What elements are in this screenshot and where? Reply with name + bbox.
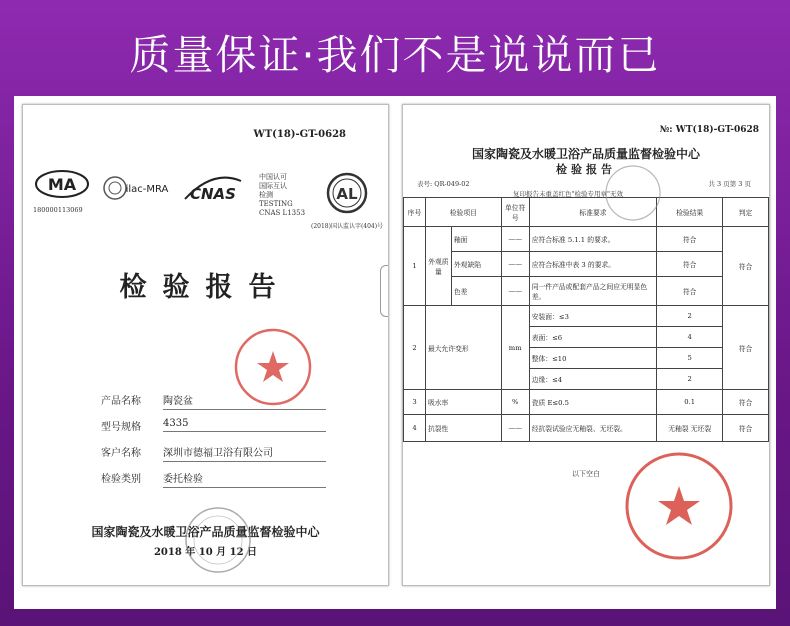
item-unit: mm bbox=[501, 306, 529, 390]
item-requirement: 瓷质 E≤0.5 bbox=[529, 390, 657, 415]
table-row bbox=[404, 415, 769, 442]
item-unit: —— bbox=[501, 227, 529, 252]
field-value: 委托检验 bbox=[163, 470, 326, 488]
field-label: 检验类别 bbox=[101, 474, 141, 485]
accreditation-text bbox=[259, 173, 305, 218]
item-result: 0.1 bbox=[657, 390, 723, 415]
row-number: 2 bbox=[404, 306, 426, 390]
cnas-logo-text: CNAS bbox=[190, 185, 236, 203]
company-seal-icon bbox=[233, 327, 313, 407]
item-requirement: 边缘：≤4 bbox=[529, 369, 657, 390]
report-date: 2018 年 10 月 12 日 bbox=[153, 547, 258, 558]
table-row bbox=[404, 227, 769, 252]
row-group: 外观质量 bbox=[425, 227, 451, 306]
row-number: 4 bbox=[404, 415, 426, 442]
field-label: 客户名称 bbox=[101, 448, 141, 459]
cert-line: 检测 bbox=[259, 191, 273, 199]
item-requirement: 应符合标准 5.1.1 的要求。 bbox=[529, 227, 657, 252]
cert-line: CNAS L1353 bbox=[259, 209, 306, 217]
item-requirement: 经抗裂试验应无釉裂、无坯裂。 bbox=[529, 415, 657, 442]
table-row bbox=[404, 306, 769, 327]
header-cell: 标准要求 bbox=[529, 198, 657, 227]
field-customer bbox=[101, 440, 326, 462]
header-cell: 判定 bbox=[723, 198, 769, 227]
row-judgement: 符合 bbox=[723, 306, 769, 390]
report-title: 检验报告 bbox=[119, 272, 292, 303]
row-number: 1 bbox=[404, 227, 426, 306]
header-cell: 检验项目 bbox=[425, 198, 501, 227]
page-info: 共 3 页第 3 页 bbox=[708, 180, 751, 188]
item-result: 2 bbox=[657, 369, 723, 390]
item-result: 无釉裂 无坯裂 bbox=[657, 415, 723, 442]
issuing-organization: 国家陶瓷及水暖卫浴产品质量监督检验中心 bbox=[471, 147, 700, 161]
cma-logo-text: MA bbox=[47, 175, 77, 194]
item-requirement: 同一件产品或配套产品之间应无明显色差。 bbox=[529, 277, 657, 306]
issuing-organization: 国家陶瓷及水暖卫浴产品质量监督检验中心 bbox=[91, 525, 320, 539]
cert-line: TESTING bbox=[259, 200, 293, 208]
item-name: 釉面 bbox=[451, 227, 501, 252]
cma-number: 180000113069 bbox=[33, 206, 83, 214]
item-result: 符合 bbox=[657, 252, 723, 277]
inspection-seal-icon bbox=[603, 163, 663, 223]
cnas-logo bbox=[179, 169, 247, 207]
report-cover-page bbox=[22, 104, 389, 586]
form-number: 表号: QR-049-02 bbox=[417, 180, 470, 188]
field-value: 4335 bbox=[163, 418, 326, 432]
al-caption: (2018)国认监认字(404)号 bbox=[311, 223, 384, 230]
item-result: 2 bbox=[657, 306, 723, 327]
table-row bbox=[404, 252, 769, 277]
header-cell: 序号 bbox=[404, 198, 426, 227]
cert-line: 中国认可 bbox=[259, 173, 287, 181]
row-judgement: 符合 bbox=[723, 390, 769, 415]
field-label: 型号规格 bbox=[101, 422, 141, 433]
item-result: 4 bbox=[657, 327, 723, 348]
report-number: №: WT(18)-GT-0628 bbox=[659, 125, 759, 135]
item-requirement: 整体：≤10 bbox=[529, 348, 657, 369]
al-logo-text: AL bbox=[336, 185, 358, 203]
end-of-table-text: 以下空白 bbox=[572, 470, 600, 478]
al-logo bbox=[317, 171, 377, 223]
cma-logo bbox=[29, 169, 95, 207]
report-results-page bbox=[402, 104, 770, 586]
field-inspection-type bbox=[101, 466, 326, 488]
item-requirement: 表面：≤6 bbox=[529, 327, 657, 348]
item-name: 抗裂性 bbox=[425, 415, 501, 442]
item-requirement: 应符合标准中表 3 的要求。 bbox=[529, 252, 657, 277]
report-number: WT(18)-GT-0628 bbox=[253, 129, 346, 140]
item-name: 吸水率 bbox=[425, 390, 501, 415]
company-seal-icon bbox=[623, 450, 735, 562]
inspection-seal-icon bbox=[183, 505, 253, 575]
results-table bbox=[403, 197, 769, 442]
item-unit: % bbox=[501, 390, 529, 415]
ilac-mra-logo bbox=[101, 173, 173, 203]
banner-title: 质量保证·我们不是说说而已 bbox=[129, 31, 661, 79]
item-name: 最大允许变形 bbox=[425, 306, 501, 390]
item-unit: —— bbox=[501, 252, 529, 277]
item-unit: —— bbox=[501, 415, 529, 442]
page-edge-seal bbox=[380, 265, 389, 317]
item-name: 外观缺陷 bbox=[451, 252, 501, 277]
cert-line: 国际互认 bbox=[259, 182, 287, 190]
field-label: 产品名称 bbox=[101, 396, 141, 407]
row-number: 3 bbox=[404, 390, 426, 415]
header-cell: 单位符号 bbox=[501, 198, 529, 227]
item-result: 5 bbox=[657, 348, 723, 369]
item-requirement: 安装面：≤3 bbox=[529, 306, 657, 327]
item-unit: —— bbox=[501, 277, 529, 306]
item-result: 符合 bbox=[657, 227, 723, 252]
field-model bbox=[101, 414, 326, 436]
table-row bbox=[404, 277, 769, 306]
field-value: 陶瓷盆 bbox=[163, 392, 326, 410]
table-header-row bbox=[404, 198, 769, 227]
row-judgement: 符合 bbox=[723, 227, 769, 306]
field-value: 深圳市德福卫浴有限公司 bbox=[163, 444, 326, 462]
copy-note: 复印报告未重盖红色"检验专用章"无效 bbox=[513, 190, 623, 198]
report-title: 检验报告 bbox=[556, 163, 616, 176]
item-name: 色差 bbox=[451, 277, 501, 306]
item-result: 符合 bbox=[657, 277, 723, 306]
row-judgement: 符合 bbox=[723, 415, 769, 442]
header-cell: 检验结果 bbox=[657, 198, 723, 227]
ilac-logo-text: ilac-MRA bbox=[125, 184, 169, 195]
table-row bbox=[404, 390, 769, 415]
